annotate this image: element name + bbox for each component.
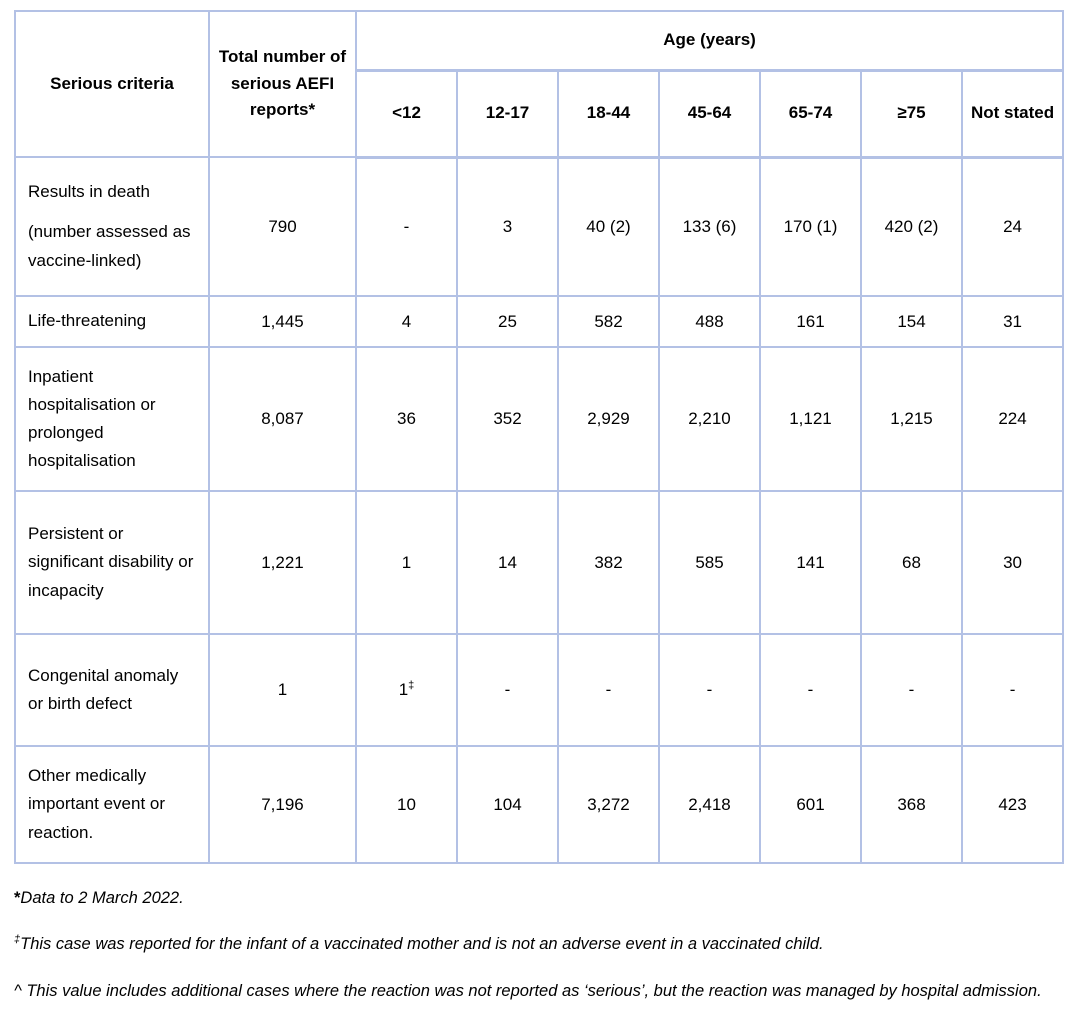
footnote-text: Data to 2 March 2022. xyxy=(20,889,184,907)
column-header-total-reports: Total number of serious AEFI reports* xyxy=(209,11,356,157)
table-cell: 488 xyxy=(659,296,760,347)
table-cell: - xyxy=(659,634,760,746)
row-label: Other medically important event or reaction. xyxy=(15,746,209,863)
caret-footnote-mark: ^ xyxy=(14,981,22,1000)
table-cell: - xyxy=(861,634,962,746)
table-cell: 601 xyxy=(760,746,861,863)
row-label: Congenital anomaly or birth defect xyxy=(15,634,209,746)
table-row-other-medically-important xyxy=(15,746,1063,863)
double-dagger-footnote-mark: ‡ xyxy=(14,933,21,946)
column-header-age-65-74: 65-74 xyxy=(760,70,861,157)
table-cell: - xyxy=(558,634,659,746)
table-row-congenital-anomaly xyxy=(15,634,1063,746)
total-cell: 7,196 xyxy=(209,746,356,863)
column-header-serious-criteria: Serious criteria xyxy=(15,11,209,157)
table-cell: 3,272 xyxy=(558,746,659,863)
table-cell: 24 xyxy=(962,157,1063,296)
table-cell: 40 (2) xyxy=(558,157,659,296)
table-cell: 1,121 xyxy=(760,347,861,491)
table-row-life-threatening xyxy=(15,296,1063,347)
table-cell: 14 xyxy=(457,491,558,634)
table-cell: 4 xyxy=(356,296,457,347)
total-cell: 1,445 xyxy=(209,296,356,347)
table-cell: 133 (6) xyxy=(659,157,760,296)
table-cell: 30 xyxy=(962,491,1063,634)
table-row-results-in-death xyxy=(15,157,1063,296)
table-cell: 31 xyxy=(962,296,1063,347)
table-cell: - xyxy=(457,634,558,746)
table-row-inpatient-hospitalisation xyxy=(15,347,1063,491)
table-row-persistent-disability xyxy=(15,491,1063,634)
table-cell: - xyxy=(356,157,457,296)
column-header-age-not-stated: Not stated xyxy=(962,70,1063,157)
table-cell: 170 (1) xyxy=(760,157,861,296)
column-header-age-12-17: 12-17 xyxy=(457,70,558,157)
footnote-data-date xyxy=(14,883,1063,914)
footnote-text: This case was reported for the infant of a vaccinated mother and is not an adverse event in a vaccinated child. xyxy=(20,935,824,954)
table-cell-with-footnote xyxy=(356,634,457,746)
row-label-line1: Results in death xyxy=(28,182,150,202)
table-cell: 2,210 xyxy=(659,347,760,491)
table-cell: 423 xyxy=(962,746,1063,863)
column-header-age-years: Age (years) xyxy=(356,11,1063,70)
table-cell: 68 xyxy=(861,491,962,634)
table-cell: 104 xyxy=(457,746,558,863)
total-cell: 1 xyxy=(209,634,356,746)
table-cell: 10 xyxy=(356,746,457,863)
column-header-age-75-plus: ≥75 xyxy=(861,70,962,157)
row-label: Life-threatening xyxy=(15,296,209,347)
table-cell: 154 xyxy=(861,296,962,347)
row-label: Inpatient hospitalisation or prolonged hospitalisation xyxy=(15,347,209,491)
total-cell: 8,087 xyxy=(209,347,356,491)
header-row-top xyxy=(15,11,1063,70)
column-header-age-45-64: 45-64 xyxy=(659,70,760,157)
column-header-age-under-12: <12 xyxy=(356,70,457,157)
table-cell: - xyxy=(760,634,861,746)
double-dagger-footnote-mark: ‡ xyxy=(408,679,415,692)
footnote-hospital-admission xyxy=(14,976,1063,1007)
aefi-serious-criteria-table xyxy=(14,10,1064,864)
table-cell: 2,929 xyxy=(558,347,659,491)
total-cell: 1,221 xyxy=(209,491,356,634)
table-cell: 25 xyxy=(457,296,558,347)
total-cell: 790 xyxy=(209,157,356,296)
column-header-age-18-44: 18-44 xyxy=(558,70,659,157)
table-cell: 420 (2) xyxy=(861,157,962,296)
table-cell: 585 xyxy=(659,491,760,634)
table-cell: 2,418 xyxy=(659,746,760,863)
table-cell: 382 xyxy=(558,491,659,634)
table-cell: 1 xyxy=(356,491,457,634)
row-label xyxy=(15,157,209,296)
table-cell: 141 xyxy=(760,491,861,634)
row-label-line2: (number assessed as vaccine-linked) xyxy=(28,222,191,270)
footnotes-section xyxy=(14,883,1063,1007)
table-cell: 36 xyxy=(356,347,457,491)
footnote-text: This value includes additional cases where the reaction was not reported as ‘serious’, but the reaction was managed by hospital admission. xyxy=(21,981,1042,1000)
table-cell: 352 xyxy=(457,347,558,491)
table-cell: 582 xyxy=(558,296,659,347)
table-cell: - xyxy=(962,634,1063,746)
footnote-infant-case xyxy=(14,929,1063,960)
table-cell: 224 xyxy=(962,347,1063,491)
table-cell: 161 xyxy=(760,296,861,347)
row-label: Persistent or significant disability or incapacity xyxy=(15,491,209,634)
asterisk-footnote-mark: * xyxy=(14,889,21,907)
table-cell: 1,215 xyxy=(861,347,962,491)
cell-value: 1 xyxy=(398,680,409,700)
table-cell: 368 xyxy=(861,746,962,863)
table-cell: 3 xyxy=(457,157,558,296)
